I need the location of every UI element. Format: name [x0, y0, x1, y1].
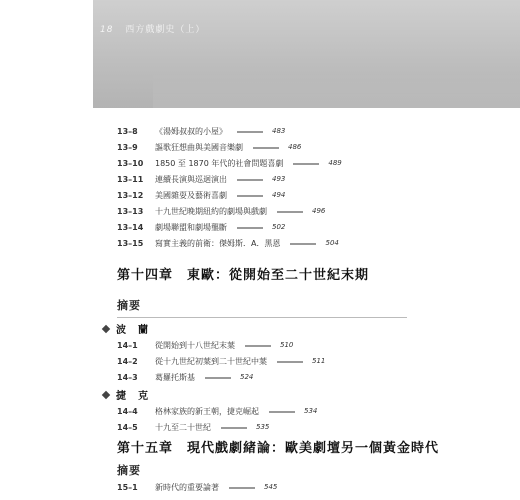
book-title: 西方戲劇史（上）	[125, 25, 206, 35]
region-label: 波 蘭	[116, 325, 149, 336]
leader-dash	[237, 131, 263, 132]
toc-entry[interactable]	[117, 220, 285, 234]
toc-entry[interactable]	[117, 420, 269, 434]
entry-page: 510	[280, 341, 294, 349]
entry-number: 14–4	[117, 406, 138, 416]
leader-dash	[221, 427, 247, 428]
toc-entry[interactable]	[117, 236, 339, 250]
toc-entry[interactable]	[117, 370, 253, 384]
entry-title: 十九世紀晚期紐約的劇場與戲劇	[155, 206, 267, 216]
summary-heading[interactable]: 摘要	[117, 299, 141, 312]
entry-page: 534	[304, 407, 318, 415]
page-number: 18	[100, 25, 114, 35]
summary-heading[interactable]: 摘要	[117, 464, 141, 477]
leader-dash	[237, 195, 263, 196]
entry-title: 《湯姆叔叔的小屋》	[155, 126, 227, 136]
region-label: 捷 克	[116, 391, 149, 402]
entry-number: 13–9	[117, 142, 138, 152]
chapter-heading[interactable]: 第十五章 現代戲劇緒論：歐美劇壇另一個黃金時代	[117, 441, 440, 456]
divider	[117, 317, 407, 318]
entry-title: 格林家族的新王朝，捷克崛起	[155, 406, 259, 416]
leader-dash	[205, 377, 231, 378]
entry-number: 14–2	[117, 356, 138, 366]
entry-page: 504	[325, 239, 339, 247]
toc-entry[interactable]	[117, 338, 293, 352]
leader-dash	[293, 163, 319, 164]
entry-number: 13–14	[117, 222, 144, 232]
entry-page: 483	[272, 127, 286, 135]
entry-number: 15–1	[117, 482, 138, 492]
entry-number: 13–12	[117, 190, 144, 200]
entry-page: 486	[288, 143, 302, 151]
region-heading-czech	[103, 387, 149, 402]
leader-dash	[229, 487, 255, 488]
entry-number: 13–15	[117, 238, 144, 248]
entry-number: 14–3	[117, 372, 138, 382]
diamond-bullet-icon	[102, 324, 110, 332]
entry-title: 劇場聯盟和劇場壟斷	[155, 222, 227, 232]
entry-page: 545	[264, 483, 278, 491]
entry-title: 從開始到十八世紀末葉	[155, 340, 235, 350]
entry-page: 494	[272, 191, 286, 199]
leader-dash	[237, 179, 263, 180]
entry-page: 489	[328, 159, 342, 167]
header-band	[93, 0, 520, 108]
entry-page: 502	[272, 223, 286, 231]
toc-entry[interactable]	[117, 156, 342, 170]
leader-dash	[277, 211, 303, 212]
entry-page: 535	[256, 423, 270, 431]
entry-title: 從十九世紀初葉到二十世紀中葉	[155, 356, 267, 366]
toc-entry[interactable]	[117, 172, 285, 186]
entry-page: 496	[312, 207, 326, 215]
toc-entry[interactable]	[117, 140, 301, 154]
region-heading-poland	[103, 321, 149, 336]
entry-page: 493	[272, 175, 286, 183]
leader-dash	[269, 411, 295, 412]
toc-entry[interactable]	[117, 204, 325, 218]
entry-number: 13–11	[117, 174, 144, 184]
leader-dash	[237, 227, 263, 228]
entry-title: 葛羅托斯基	[155, 372, 195, 382]
entry-title: 1850 至 1870 年代的社會問題喜劇	[155, 158, 284, 168]
entry-number: 13–13	[117, 206, 144, 216]
entry-title: 美國雜耍及藝術喜劇	[155, 190, 227, 200]
chapter-heading[interactable]: 第十四章 東歐：從開始至二十世紀末期	[117, 268, 370, 283]
leader-dash	[245, 345, 271, 346]
entry-title: 謳歌狂想曲與美國音樂劇	[155, 142, 243, 152]
entry-title: 寫實主義的前衛：傑姆斯．A．黑恩	[155, 238, 281, 248]
running-head	[100, 22, 205, 35]
entry-number: 13–8	[117, 126, 138, 136]
toc-entry[interactable]	[117, 354, 325, 368]
entry-number: 13–10	[117, 158, 144, 168]
entry-number: 14–5	[117, 422, 138, 432]
entry-title: 新時代的重要論著	[155, 482, 219, 492]
toc-entry[interactable]	[117, 188, 285, 202]
toc-entry[interactable]	[117, 404, 317, 418]
entry-page: 511	[312, 357, 326, 365]
entry-page: 524	[240, 373, 254, 381]
entry-title: 十九至二十世紀	[155, 422, 211, 432]
toc-entry[interactable]	[117, 480, 277, 494]
leader-dash	[290, 243, 316, 244]
entry-title: 連續長演與巡迴演出	[155, 174, 227, 184]
leader-dash	[253, 147, 279, 148]
leader-dash	[277, 361, 303, 362]
diamond-bullet-icon	[102, 390, 110, 398]
entry-number: 14–1	[117, 340, 138, 350]
toc-entry[interactable]	[117, 124, 285, 138]
